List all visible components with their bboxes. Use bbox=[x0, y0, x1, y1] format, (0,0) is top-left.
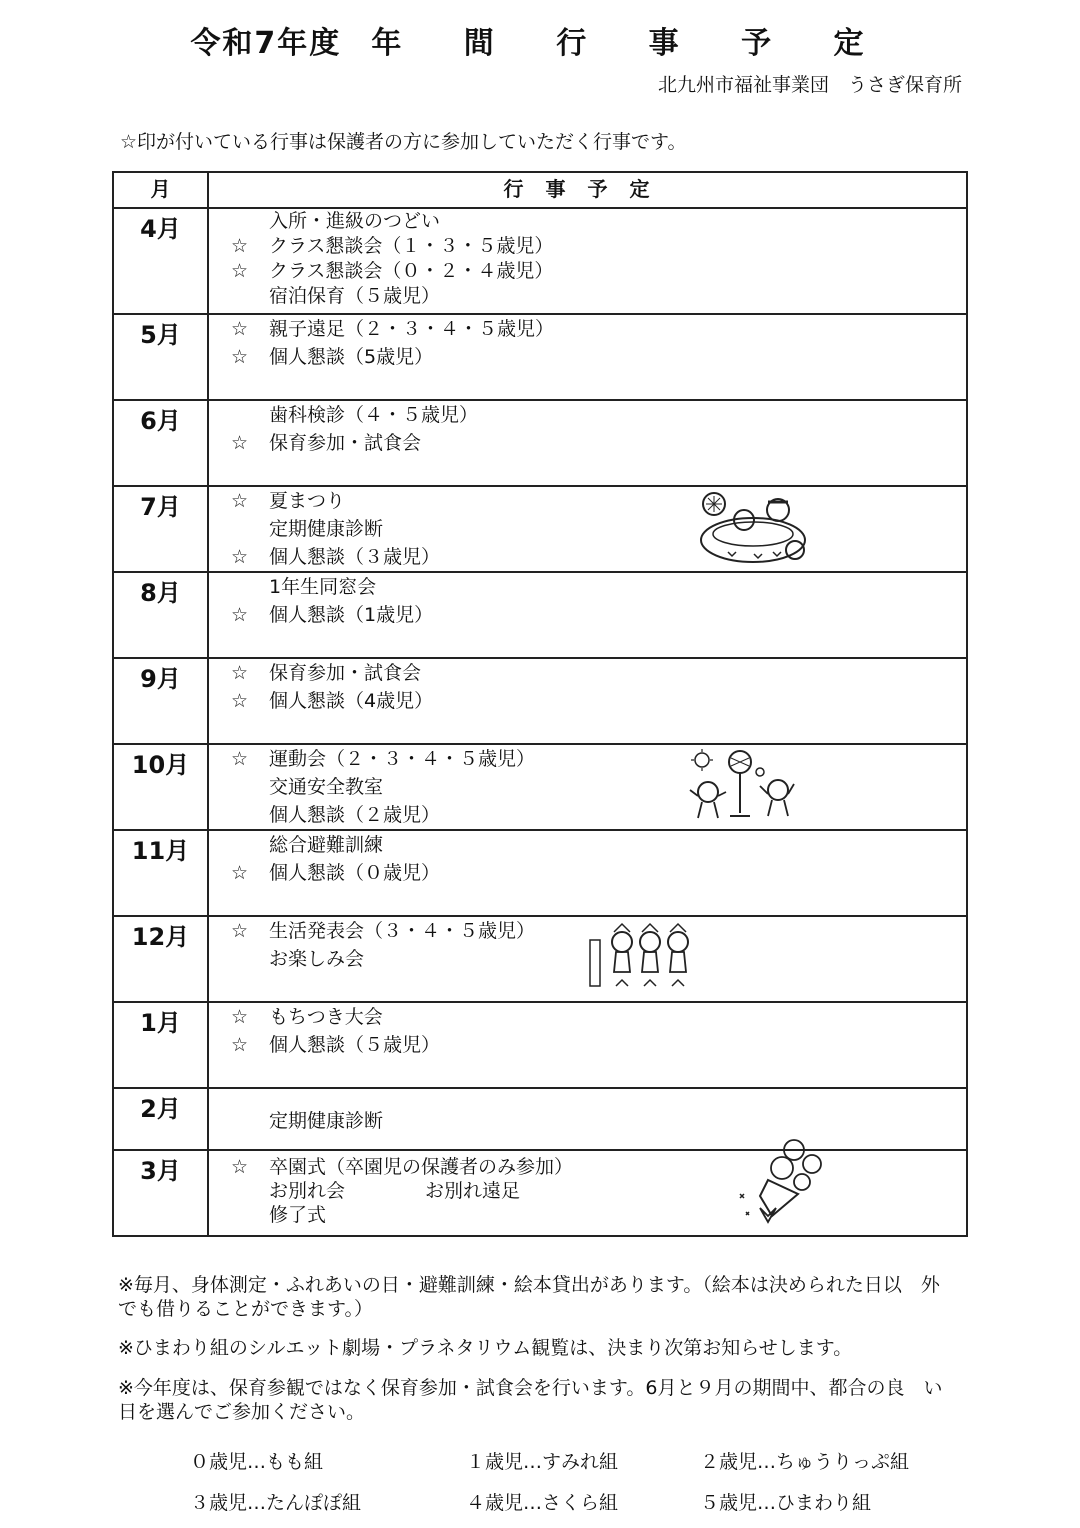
month-events bbox=[208, 208, 967, 314]
class-age-1: １歳児…すみれ組 bbox=[466, 1451, 619, 1473]
table-row bbox=[113, 916, 967, 1002]
event-text: もちつき大会 bbox=[269, 1006, 383, 1028]
month-label: 6月 bbox=[113, 400, 208, 486]
month-label: 10月 bbox=[113, 744, 208, 830]
table-row bbox=[113, 400, 967, 486]
star-mark: ☆ bbox=[231, 1034, 249, 1056]
list-item bbox=[209, 745, 966, 773]
list-item bbox=[209, 234, 966, 259]
list-item bbox=[209, 259, 966, 284]
star-mark: ☆ bbox=[231, 690, 249, 712]
month-events bbox=[208, 1002, 967, 1088]
star-mark: ☆ bbox=[231, 662, 249, 684]
list-item bbox=[209, 1107, 966, 1135]
footnote-participation: ※今年度は、保育参観ではなく保育参加・試食会を行います。6月と９月の期間中、都合の良 い日を選んでご参加ください。 bbox=[118, 1377, 943, 1423]
star-mark: ☆ bbox=[231, 1156, 249, 1178]
table-row bbox=[113, 1002, 967, 1088]
month-label: 9月 bbox=[113, 658, 208, 744]
list-item bbox=[209, 831, 966, 859]
title-main: 年 間 行 事 予 定 bbox=[371, 26, 890, 61]
star-mark: ☆ bbox=[231, 318, 249, 340]
page-title bbox=[0, 18, 1080, 62]
list-item bbox=[209, 573, 966, 601]
month-label: 7月 bbox=[113, 486, 208, 572]
event-text: クラス懇談会（０・２・４歳児） bbox=[269, 260, 554, 282]
event-text: 個人懇談（4歳児） bbox=[269, 690, 434, 712]
month-label: 12月 bbox=[113, 916, 208, 1002]
list-item bbox=[209, 1031, 966, 1059]
event-text: 入所・進級のつどい bbox=[269, 210, 441, 232]
event-text: 歯科検診（４・５歳児） bbox=[269, 404, 479, 426]
month-label: 2月 bbox=[113, 1088, 208, 1150]
month-events bbox=[208, 314, 967, 400]
table-row bbox=[113, 572, 967, 658]
month-events bbox=[208, 486, 967, 572]
event-text: 生活発表会（３・４・５歳児） bbox=[269, 920, 536, 942]
event-text: お楽しみ会 bbox=[269, 948, 365, 970]
table-row bbox=[113, 314, 967, 400]
event-text: 交通安全教室 bbox=[269, 776, 384, 798]
list-item bbox=[209, 1003, 966, 1031]
list-item bbox=[209, 284, 966, 309]
event-text: 個人懇談（３歳児） bbox=[269, 546, 441, 568]
event-text: 親子遠足（２・３・４・５歳児） bbox=[269, 318, 555, 340]
table-row bbox=[113, 744, 967, 830]
list-item bbox=[209, 487, 966, 515]
table-row bbox=[113, 1150, 967, 1236]
star-mark: ☆ bbox=[231, 604, 249, 626]
list-item bbox=[209, 1203, 966, 1227]
event-text: 保育参加・試食会 bbox=[269, 432, 422, 454]
month-events bbox=[208, 1150, 967, 1236]
star-note: ☆印が付いている行事は保護者の方に参加していただく行事です。 bbox=[120, 131, 687, 153]
header-events: 行事予定 bbox=[208, 172, 967, 208]
event-text: 宿泊保育（５歳児） bbox=[269, 285, 441, 307]
list-item bbox=[209, 315, 966, 343]
class-age-4: ４歳児…さくら組 bbox=[466, 1492, 619, 1514]
star-mark: ☆ bbox=[231, 432, 249, 454]
table-row bbox=[113, 830, 967, 916]
footnote-monthly: ※毎月、身体測定・ふれあいの日・避難訓練・絵本貸出があります。（絵本は決められた日以 外でも借りることができます。） bbox=[118, 1274, 940, 1320]
month-label: 8月 bbox=[113, 572, 208, 658]
month-events bbox=[208, 572, 967, 658]
star-mark: ☆ bbox=[231, 748, 249, 770]
list-item bbox=[209, 859, 966, 887]
event-text: 1年生同窓会 bbox=[269, 576, 377, 598]
event-text: 修了式 bbox=[269, 1204, 327, 1226]
star-mark: ☆ bbox=[231, 920, 249, 942]
month-label: 5月 bbox=[113, 314, 208, 400]
month-events bbox=[208, 400, 967, 486]
star-mark: ☆ bbox=[231, 490, 249, 512]
table-row bbox=[113, 486, 967, 572]
event-text: お別れ遠足 bbox=[425, 1180, 521, 1202]
event-text: お別れ会 bbox=[269, 1180, 346, 1202]
schedule-table bbox=[112, 171, 968, 1237]
sports-day-illustration bbox=[688, 748, 803, 824]
month-label: 4月 bbox=[113, 208, 208, 314]
month-events bbox=[208, 744, 967, 830]
event-text: 保育参加・試食会 bbox=[269, 662, 422, 684]
event-text: 卒園式（卒園児の保護者のみ参加） bbox=[269, 1156, 574, 1178]
event-text: 個人懇談（1歳児） bbox=[269, 604, 434, 626]
star-mark: ☆ bbox=[231, 346, 249, 368]
month-label: 3月 bbox=[113, 1150, 208, 1236]
list-item bbox=[209, 343, 966, 371]
star-mark: ☆ bbox=[231, 862, 249, 884]
class-age-2: ２歳児…ちゅうりっぷ組 bbox=[700, 1451, 910, 1473]
recital-illustration bbox=[586, 918, 701, 994]
event-text: 夏まつり bbox=[269, 490, 346, 512]
header-month: 月 bbox=[113, 172, 208, 208]
class-age-0: ０歳児…もも組 bbox=[190, 1451, 324, 1473]
list-item bbox=[209, 1179, 966, 1203]
event-text: 定期健康診断 bbox=[269, 1110, 384, 1132]
table-header-row bbox=[113, 172, 967, 208]
star-mark: ☆ bbox=[231, 235, 249, 257]
list-item bbox=[209, 515, 966, 543]
list-item bbox=[209, 1155, 966, 1179]
month-label: 1月 bbox=[113, 1002, 208, 1088]
month-label: 11月 bbox=[113, 830, 208, 916]
star-mark: ☆ bbox=[231, 1006, 249, 1028]
organization-name: 北九州市福祉事業団 うさぎ保育所 bbox=[657, 74, 962, 96]
table-row bbox=[113, 208, 967, 314]
event-text: 個人懇談（5歳児） bbox=[269, 346, 434, 368]
list-item bbox=[209, 773, 966, 801]
event-text: 運動会（２・３・４・５歳児） bbox=[269, 748, 536, 770]
list-item bbox=[209, 601, 966, 629]
list-item bbox=[209, 401, 966, 429]
event-text: 個人懇談（０歳児） bbox=[269, 862, 441, 884]
month-events bbox=[208, 830, 967, 916]
list-item bbox=[209, 801, 966, 829]
title-year: 令和7年度 bbox=[190, 26, 342, 61]
table-row bbox=[113, 658, 967, 744]
event-text: 個人懇談（２歳児） bbox=[269, 804, 441, 826]
bouquet-illustration bbox=[732, 1130, 832, 1230]
list-item bbox=[209, 659, 966, 687]
summer-festival-illustration bbox=[698, 490, 808, 568]
footnote-himawari: ※ひまわり組のシルエット劇場・プラネタリウム観覧は、決まり次第お知らせします。 bbox=[118, 1337, 853, 1359]
class-age-3: ３歳児…たんぽぽ組 bbox=[190, 1492, 362, 1514]
event-text: 個人懇談（５歳児） bbox=[269, 1034, 441, 1056]
event-text: 定期健康診断 bbox=[269, 518, 384, 540]
list-item bbox=[209, 687, 966, 715]
class-age-5: ５歳児…ひまわり組 bbox=[700, 1492, 872, 1514]
star-mark: ☆ bbox=[231, 546, 249, 568]
event-text: 総合避難訓練 bbox=[269, 834, 384, 856]
star-mark: ☆ bbox=[231, 260, 249, 282]
table-row bbox=[113, 1088, 967, 1150]
list-item bbox=[209, 209, 966, 234]
month-events bbox=[208, 1088, 967, 1150]
list-item bbox=[209, 429, 966, 457]
list-item bbox=[209, 543, 966, 571]
event-text: クラス懇談会（１・３・５歳児） bbox=[269, 235, 554, 257]
month-events bbox=[208, 658, 967, 744]
